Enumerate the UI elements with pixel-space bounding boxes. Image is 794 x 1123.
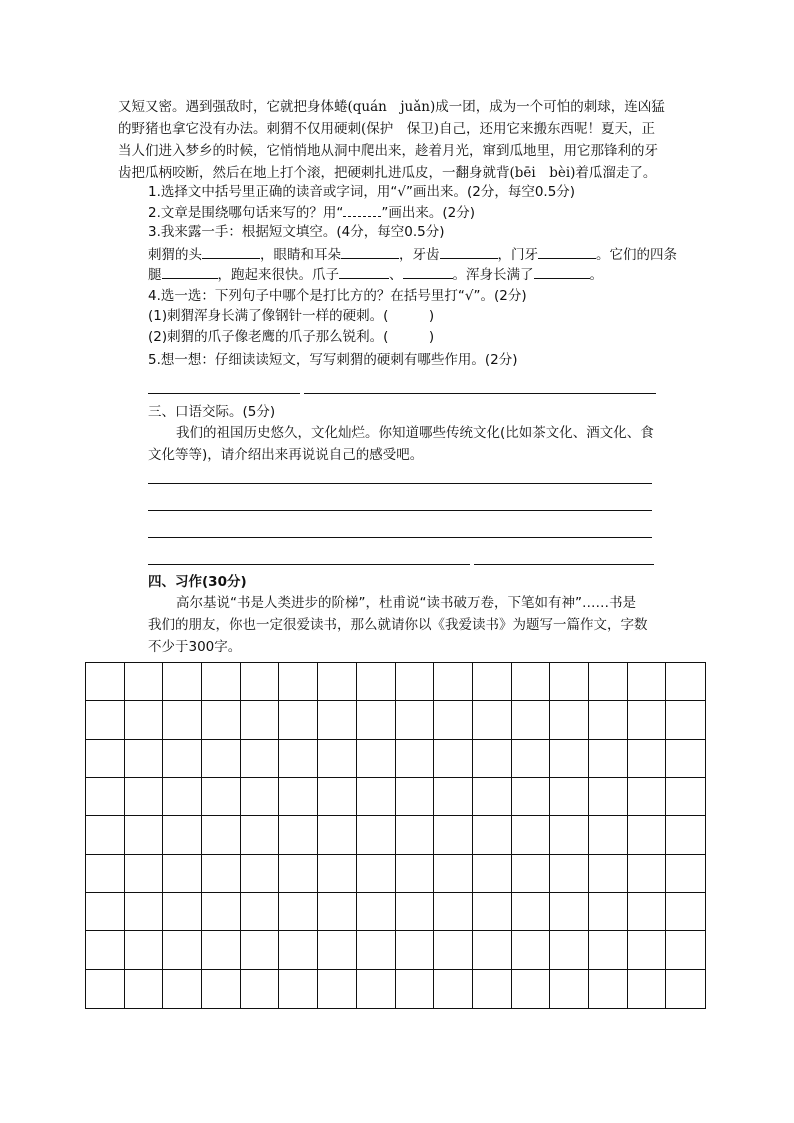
grid-cell[interactable] — [666, 893, 705, 931]
grid-cell[interactable] — [318, 740, 357, 778]
grid-cell[interactable] — [589, 663, 628, 701]
grid-cell[interactable] — [628, 701, 667, 739]
grid-cell[interactable] — [163, 740, 202, 778]
question-4: 4.选一选：下列句子中哪个是打比方的？在括号里打“√”。(2分) — [148, 288, 527, 304]
grid-cell[interactable] — [318, 701, 357, 739]
grid-cell[interactable] — [163, 816, 202, 854]
grid-cell[interactable] — [512, 778, 551, 816]
grid-cell[interactable] — [666, 663, 705, 701]
grid-cell[interactable] — [434, 816, 473, 854]
grid-cell[interactable] — [589, 778, 628, 816]
grid-cell[interactable] — [125, 740, 164, 778]
passage-line-3: 当人们进入梦乡的时候，它悄悄地从洞中爬出来，趁着月光，窜到瓜地里，用它那锋利的牙 — [118, 143, 658, 159]
grid-cell[interactable] — [86, 893, 125, 931]
q3-text-eyes: ，眼睛和耳朵 — [260, 247, 341, 263]
grid-cell[interactable] — [396, 816, 435, 854]
grid-cell[interactable] — [628, 816, 667, 854]
grid-cell[interactable] — [512, 740, 551, 778]
answer-line-5a[interactable] — [148, 393, 300, 394]
grid-cell[interactable] — [279, 970, 318, 1008]
grid-cell[interactable] — [473, 701, 512, 739]
grid-cell[interactable] — [434, 855, 473, 893]
q3-blank-8[interactable] — [534, 264, 590, 279]
grid-cell[interactable] — [628, 970, 667, 1008]
q3-blank-3[interactable] — [440, 244, 498, 259]
question-3: 3.我来露一手：根据短文填空。(4分，每空0.5分) — [148, 224, 445, 240]
grid-cell[interactable] — [589, 701, 628, 739]
grid-cell[interactable] — [357, 778, 396, 816]
grid-cell[interactable] — [434, 701, 473, 739]
grid-cell[interactable] — [396, 931, 435, 969]
grid-cell[interactable] — [396, 701, 435, 739]
grid-cell[interactable] — [202, 778, 241, 816]
grid-cell[interactable] — [550, 893, 589, 931]
grid-cell[interactable] — [202, 893, 241, 931]
grid-cell[interactable] — [241, 893, 280, 931]
grid-cell[interactable] — [279, 778, 318, 816]
grid-cell[interactable] — [512, 931, 551, 969]
grid-cell[interactable] — [241, 663, 280, 701]
grid-cell[interactable] — [473, 970, 512, 1008]
grid-cell[interactable] — [589, 970, 628, 1008]
passage-line-2: 的野猪也拿它没有办法。刺猬不仅用硬刺(保护 保卫)自己，还用它来搬东西呢！夏天，正 — [118, 121, 656, 137]
grid-cell[interactable] — [512, 855, 551, 893]
grid-cell[interactable] — [396, 855, 435, 893]
grid-cell[interactable] — [512, 970, 551, 1008]
grid-cell[interactable] — [434, 740, 473, 778]
grid-cell[interactable] — [473, 663, 512, 701]
grid-cell[interactable] — [396, 970, 435, 1008]
q3-text-head: 刺猬的头 — [148, 247, 202, 263]
grid-cell[interactable] — [550, 816, 589, 854]
grid-cell[interactable] — [86, 663, 125, 701]
q3-blank-5[interactable] — [162, 264, 218, 279]
grid-cell[interactable] — [512, 893, 551, 931]
grid-cell[interactable] — [86, 816, 125, 854]
grid-cell[interactable] — [357, 701, 396, 739]
question-4-option-1[interactable]: (1)刺猬浑身长满了像钢针一样的硬刺。( ) — [148, 308, 435, 324]
grid-cell[interactable] — [589, 893, 628, 931]
q3-text-teeth: ，牙齿 — [399, 247, 440, 263]
grid-cell[interactable] — [357, 816, 396, 854]
grid-cell[interactable] — [666, 970, 705, 1008]
section-4-para-3: 不少于300字。 — [148, 639, 242, 655]
grid-cell[interactable] — [202, 816, 241, 854]
grid-cell[interactable] — [550, 663, 589, 701]
grid-cell[interactable] — [163, 778, 202, 816]
grid-cell[interactable] — [241, 970, 280, 1008]
q3-text-body: 。浑身长满了 — [452, 267, 534, 283]
question-1: 1.选择文中括号里正确的读音或字词，用“√”画出来。(2分，每空0.5分) — [148, 184, 576, 200]
grid-cell[interactable] — [357, 970, 396, 1008]
grid-cell[interactable] — [279, 893, 318, 931]
grid-cell[interactable] — [473, 740, 512, 778]
grid-cell[interactable] — [202, 855, 241, 893]
grid-cell[interactable] — [279, 931, 318, 969]
grid-cell[interactable] — [473, 931, 512, 969]
q3-text-legs-start: 。它们的四条 — [596, 247, 677, 263]
grid-cell[interactable] — [202, 701, 241, 739]
grid-cell[interactable] — [86, 855, 125, 893]
q3-text-leg: 腿 — [148, 267, 162, 283]
grid-cell[interactable] — [473, 893, 512, 931]
grid-cell[interactable] — [357, 740, 396, 778]
grid-cell[interactable] — [125, 701, 164, 739]
grid-cell[interactable] — [163, 701, 202, 739]
grid-cell[interactable] — [473, 816, 512, 854]
grid-cell[interactable] — [628, 778, 667, 816]
grid-cell[interactable] — [434, 893, 473, 931]
grid-cell[interactable] — [125, 663, 164, 701]
answer-line-3b[interactable] — [148, 510, 652, 511]
grid-cell[interactable] — [318, 970, 357, 1008]
grid-cell[interactable] — [357, 931, 396, 969]
grid-cell[interactable] — [125, 855, 164, 893]
grid-cell[interactable] — [163, 663, 202, 701]
answer-line-5b[interactable] — [304, 393, 656, 394]
grid-cell[interactable] — [202, 663, 241, 701]
grid-cell[interactable] — [396, 778, 435, 816]
grid-cell[interactable] — [241, 931, 280, 969]
grid-cell[interactable] — [318, 855, 357, 893]
grid-cell[interactable] — [125, 778, 164, 816]
grid-cell[interactable] — [125, 970, 164, 1008]
grid-cell[interactable] — [163, 893, 202, 931]
grid-cell[interactable] — [318, 663, 357, 701]
grid-cell[interactable] — [396, 740, 435, 778]
grid-cell[interactable] — [550, 701, 589, 739]
grid-cell[interactable] — [473, 778, 512, 816]
grid-cell[interactable] — [666, 778, 705, 816]
grid-cell[interactable] — [202, 931, 241, 969]
grid-cell[interactable] — [357, 663, 396, 701]
answer-line-3e[interactable] — [474, 564, 654, 565]
q3-blank-6[interactable] — [339, 264, 389, 279]
q3-text-end: 。 — [589, 267, 603, 283]
grid-cell[interactable] — [318, 893, 357, 931]
grid-cell[interactable] — [666, 701, 705, 739]
grid-cell[interactable] — [279, 663, 318, 701]
grid-cell[interactable] — [628, 855, 667, 893]
section-3-para-1: 我们的祖国历史悠久，文化灿烂。你知道哪些传统文化(比如茶文化、酒文化、食 — [176, 425, 654, 441]
question-3-fill-line-2 — [148, 264, 603, 285]
grid-cell[interactable] — [589, 855, 628, 893]
grid-cell[interactable] — [512, 701, 551, 739]
grid-cell[interactable] — [628, 931, 667, 969]
section-3-para-2: 文化等等)，请介绍出来再说说自己的感受吧。 — [148, 447, 424, 463]
grid-cell[interactable] — [241, 855, 280, 893]
question-2 — [148, 202, 475, 223]
grid-cell[interactable] — [241, 740, 280, 778]
grid-cell[interactable] — [550, 778, 589, 816]
question-5: 5.想一想：仔细读读短文，写写刺猬的硬刺有哪些作用。(2分) — [148, 352, 518, 368]
grid-cell[interactable] — [318, 778, 357, 816]
section-3-title: 三、口语交际。(5分) — [148, 404, 276, 420]
answer-line-3a[interactable] — [148, 483, 652, 484]
grid-cell[interactable] — [357, 893, 396, 931]
grid-cell[interactable] — [666, 855, 705, 893]
grid-cell[interactable] — [589, 740, 628, 778]
grid-cell[interactable] — [318, 931, 357, 969]
grid-cell[interactable] — [86, 701, 125, 739]
grid-cell[interactable] — [434, 931, 473, 969]
grid-cell[interactable] — [86, 740, 125, 778]
grid-cell[interactable] — [666, 816, 705, 854]
q3-blank-7[interactable] — [403, 264, 453, 279]
grid-cell[interactable] — [473, 855, 512, 893]
grid-cell[interactable] — [434, 663, 473, 701]
grid-cell[interactable] — [666, 740, 705, 778]
grid-cell[interactable] — [550, 931, 589, 969]
question-2-suffix: ”画出来。(2分) — [381, 205, 475, 221]
section-4-para-1: 高尔基说“书是人类进步的阶梯”，杜甫说“读书破万卷，下笔如有神”……书是 — [176, 595, 636, 611]
question-2-prefix: 2.文章是围绕哪句话来写的？用“ — [148, 205, 344, 221]
grid-cell[interactable] — [279, 701, 318, 739]
grid-cell[interactable] — [125, 893, 164, 931]
grid-cell[interactable] — [550, 740, 589, 778]
grid-cell[interactable] — [163, 970, 202, 1008]
q3-blank-1[interactable] — [202, 244, 260, 259]
grid-cell[interactable] — [589, 931, 628, 969]
section-4-para-2: 我们的朋友，你也一定很爱读书，那么就请你以《我爱读书》为题写一篇作文，字数 — [148, 617, 648, 633]
passage-line-1: 又短又密。遇到强敌时，它就把身体蜷(quán juǎn)成一团，成为一个可怕的刺球，连凶猛 — [118, 99, 665, 115]
grid-cell[interactable] — [550, 855, 589, 893]
question-4-option-2[interactable]: (2)刺猬的爪子像老鹰的爪子那么锐利。( ) — [148, 329, 435, 345]
question-3-fill-line-1 — [148, 244, 677, 265]
q3-text-comma: 、 — [389, 267, 403, 283]
q3-text-claws: ，跑起来很快。爪子 — [217, 267, 339, 283]
grid-cell[interactable] — [628, 663, 667, 701]
grid-cell[interactable] — [163, 931, 202, 969]
answer-line-3c[interactable] — [148, 537, 652, 538]
wavy-underline-sample — [343, 202, 381, 217]
grid-cell[interactable] — [357, 855, 396, 893]
grid-cell[interactable] — [318, 816, 357, 854]
answer-line-3d[interactable] — [148, 564, 470, 565]
grid-cell[interactable] — [86, 931, 125, 969]
grid-cell[interactable] — [396, 663, 435, 701]
section-4-title: 四、习作(30分) — [148, 574, 247, 590]
grid-cell[interactable] — [86, 778, 125, 816]
grid-cell[interactable] — [202, 740, 241, 778]
q3-text-front-teeth: ，门牙 — [497, 247, 538, 263]
grid-cell[interactable] — [279, 740, 318, 778]
grid-cell[interactable] — [202, 970, 241, 1008]
grid-cell[interactable] — [86, 970, 125, 1008]
grid-cell[interactable] — [396, 893, 435, 931]
q3-blank-2[interactable] — [341, 244, 399, 259]
grid-cell[interactable] — [434, 970, 473, 1008]
grid-cell[interactable] — [241, 701, 280, 739]
grid-cell[interactable] — [241, 778, 280, 816]
grid-cell[interactable] — [512, 816, 551, 854]
grid-cell[interactable] — [434, 778, 473, 816]
grid-cell[interactable] — [628, 893, 667, 931]
passage-line-4: 齿把瓜柄咬断，然后在地上打个滚，把硬刺扎进瓜皮，一翻身就背(bēi bèi)着瓜溜走了。 — [118, 165, 657, 181]
grid-cell[interactable] — [550, 970, 589, 1008]
grid-cell[interactable] — [279, 816, 318, 854]
grid-cell[interactable] — [125, 816, 164, 854]
grid-cell[interactable] — [125, 931, 164, 969]
grid-cell[interactable] — [666, 931, 705, 969]
grid-cell[interactable] — [279, 855, 318, 893]
q3-blank-4[interactable] — [538, 244, 596, 259]
grid-cell[interactable] — [163, 855, 202, 893]
grid-cell[interactable] — [628, 740, 667, 778]
grid-cell[interactable] — [589, 816, 628, 854]
grid-cell[interactable] — [241, 816, 280, 854]
composition-grid[interactable] — [85, 662, 706, 1009]
grid-cell[interactable] — [512, 663, 551, 701]
